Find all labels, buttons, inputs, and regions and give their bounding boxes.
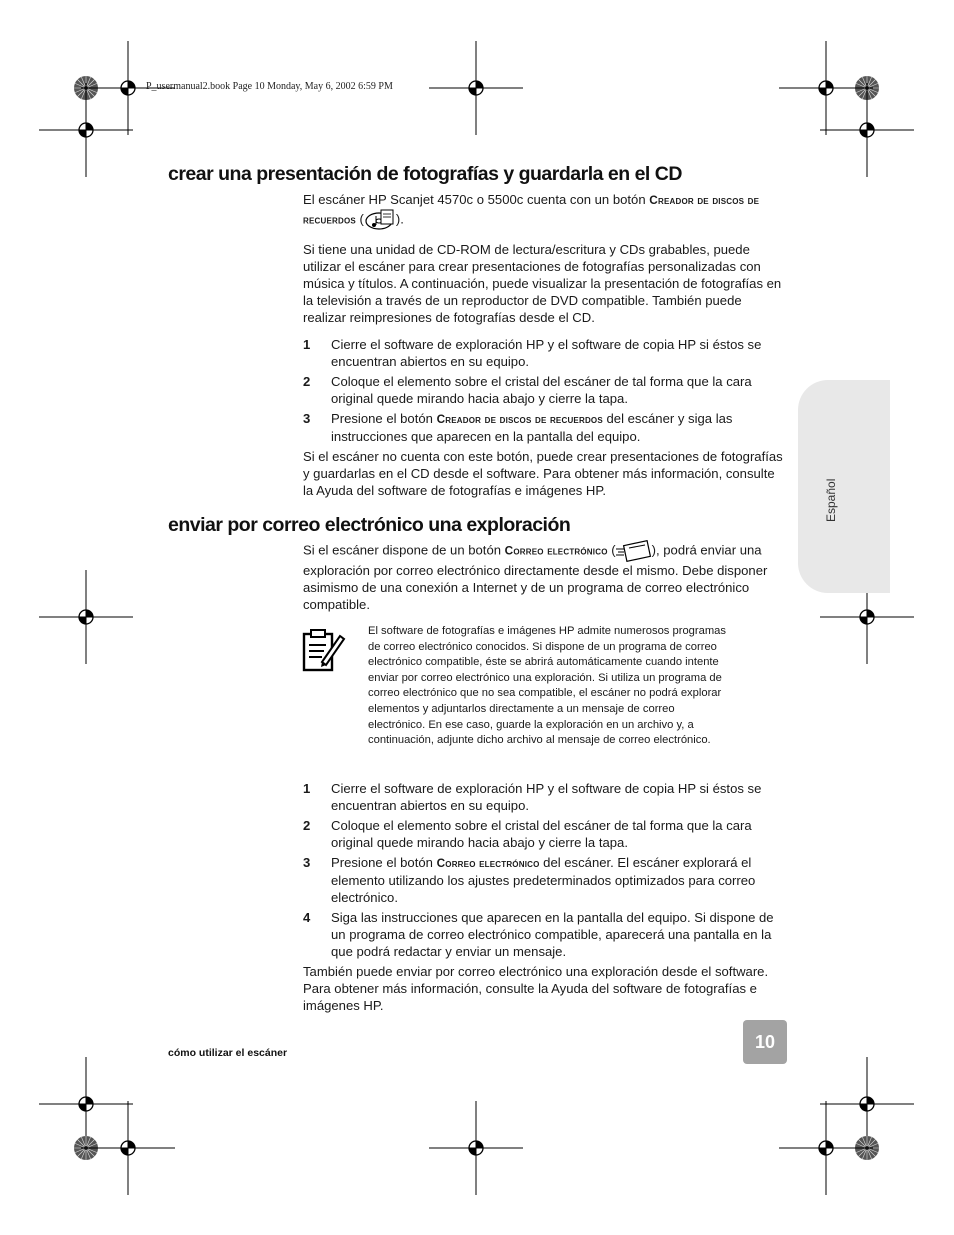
note-pencil-icon xyxy=(302,628,346,672)
section2-closing: También puede enviar por correo electrónico una exploración desde el software. Para obtener más información, consulte la Ayuda del software de fotografías e imágenes HP. xyxy=(303,964,769,1013)
crop-registration-mark xyxy=(779,41,873,135)
email-button-icon xyxy=(616,540,652,562)
crop-registration-mark xyxy=(39,83,133,177)
section-title-email-scan: enviar por correo electrónico una exploración xyxy=(168,514,571,536)
crop-registration-mark xyxy=(429,41,523,135)
language-tab-label: Español xyxy=(824,478,838,522)
list-item: 3 Presione el botón Correo electrónico del escáner. El escáner explorará el elemento utilizando los ajustes predeterminados optimizados para correo electrónico. xyxy=(303,855,756,905)
list-item: 3 Presione el botón Creador de discos de recuerdos del escáner y siga las instrucciones que aparecen en la pantalla del equipo. xyxy=(303,411,733,444)
section2-intro-block xyxy=(303,540,787,613)
section1-closing: Si el escáner no cuenta con este botón, puede crear presentaciones de fotografías y guardarlas en el CD desde el software. Para obtener más información, consulte la Ayuda del software de fotografías e imágenes HP. xyxy=(303,449,783,498)
crop-registration-mark xyxy=(81,1101,175,1195)
section-title-create-presentation: crear una presentación de fotografías y guardarla en el CD xyxy=(168,163,682,185)
section2-steps xyxy=(303,780,787,960)
crop-registration-mark xyxy=(39,570,133,664)
book-file-header: P_usermanual2.book Page 10 Monday, May 6, 2002 6:59 PM xyxy=(146,81,393,92)
section2-intro: Si el escáner dispone de un botón Correo electrónico ( ), podrá enviar una exploración por correo electrónico directamente desde el mismo. Debe disponer asimismo de una conexión a Internet y de un programa de correo electrónico compatible. xyxy=(303,540,787,613)
section1-steps xyxy=(303,336,787,445)
email-button-label: Correo electrónico xyxy=(504,543,608,558)
section1-body xyxy=(303,191,787,499)
note-text: El software de fotografías e imágenes HP admite numerosos programas de correo electrónico conocidos. Si dispone de un programa de correo electrónico compatible, éste se abrirá automáticamente cuando intente enviar por correo electrónico una exploración. Si utiliza un programa de correo electrónico que no sea compatible, el escáner no podrá explorar elementos y adjuntarlos directamente a un mensaje de correo electrónico. En ese caso, guarde la exploración en un archivo y, a continuación, adjunte dicho archivo al mensaje de correo electrónico. xyxy=(368,625,726,747)
section1-paragraph: Si tiene una unidad de CD-ROM de lectura/escritura y CDs grabables, puede utilizar el escáner para crear presentaciones de fotografías personalizadas con música y títulos. A continuación, puede visualizar la presentación de fotografías en la televisión a través de un reproductor de DVD compatible. También puede realizar reimpresiones de fotografías desde el CD. xyxy=(303,242,782,325)
crop-registration-mark xyxy=(429,1101,523,1195)
section2-body xyxy=(303,780,787,1014)
crop-registration-mark xyxy=(820,83,914,177)
memories-disc-creator-icon xyxy=(364,209,396,231)
crop-registration-mark xyxy=(779,1101,873,1195)
list-item: 2 Coloque el elemento sobre el cristal del escáner de tal forma que la cara original quede mirando hacia abajo y cierre la tapa. xyxy=(303,374,752,406)
list-item: 1 Cierre el software de exploración HP y el software de copia HP si éstos se encuentran abiertos en su equipo. xyxy=(303,781,762,813)
list-item: 2 Coloque el elemento sobre el cristal del escáner de tal forma que la cara original quede mirando hacia abajo y cierre la tapa. xyxy=(303,818,752,850)
section1-intro: El escáner HP Scanjet 4570c o 5500c cuenta con un botón Creador de discos de recuerdos ( ). xyxy=(303,191,787,231)
chapter-footer: cómo utilizar el escáner xyxy=(168,1047,288,1059)
page-number: 10 xyxy=(743,1020,787,1064)
memories-disc-creator-button-label: Creador de discos de recuerdos xyxy=(303,193,760,227)
list-item: 1 Cierre el software de exploración HP y el software de copia HP si éstos se encuentran abiertos en su equipo. xyxy=(303,337,762,369)
list-item: 4 Siga las instrucciones que aparecen en la pantalla del equipo. Si dispone de un programa de correo electrónico compatible, aparecerá una pantalla en la que podrá redactar y enviar un mensaje. xyxy=(303,910,774,959)
language-side-tab xyxy=(798,380,890,593)
